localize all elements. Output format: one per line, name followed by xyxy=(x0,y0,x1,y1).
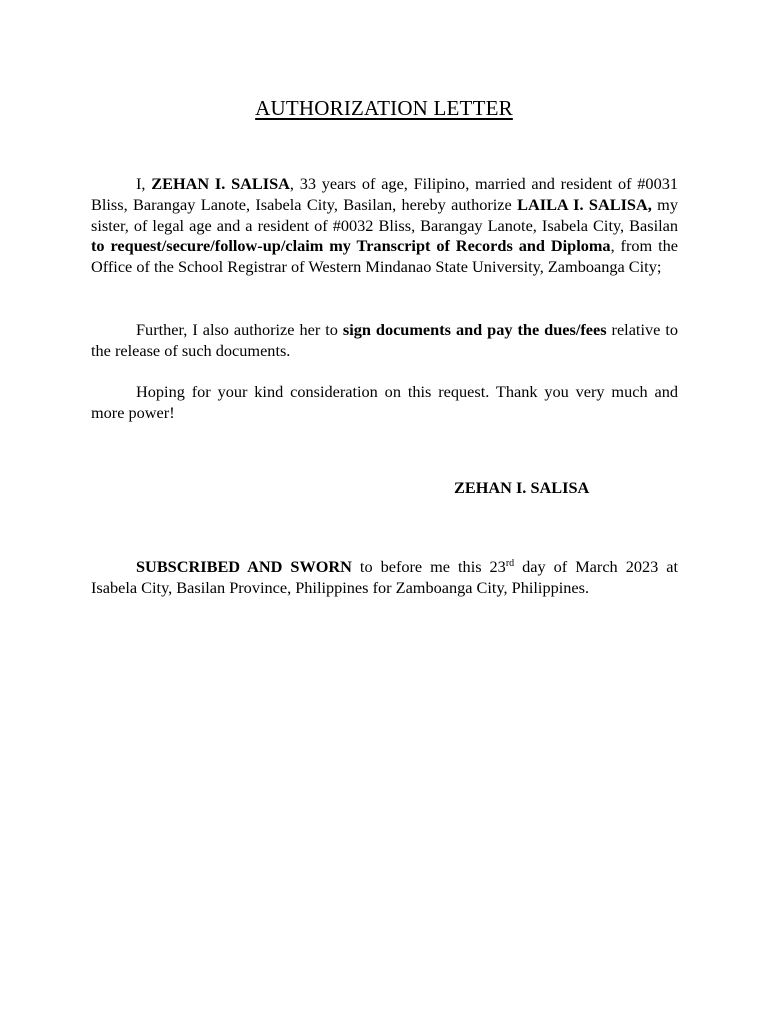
text-run: day of March 2023 at Isabela City, Basilan Province, Philippines for Zamboanga City, Philippines. xyxy=(91,557,678,597)
further-authorization-paragraph xyxy=(91,320,678,362)
authorized-purpose: to request/secure/follow-up/claim my Transcript of Records and Diploma xyxy=(91,236,611,256)
text-run: to before me this 23 xyxy=(351,557,506,576)
text-run: I, xyxy=(136,174,152,193)
signature-name: ZEHAN I. SALISA xyxy=(454,478,590,497)
text-run: my sister, of legal age and a resident of #0032 Bliss, Barangay Lanote, Isabela City, Basilan xyxy=(91,194,678,235)
text-run: Further, I also authorize her to xyxy=(136,320,343,339)
letter-title: AUTHORIZATION LETTER xyxy=(255,96,513,120)
text-run: , 33 years of age, Filipino, married and resident of #0031 Bliss, Barangay Lanote, Isabela City, Basilan, hereby authorize xyxy=(91,174,678,214)
text-run: relative to the release of such documents. xyxy=(91,320,678,360)
authorized-actions: sign documents and pay the dues/fees xyxy=(342,320,607,339)
closing-paragraph xyxy=(91,382,678,424)
text-run: Hoping for your kind consideration on this request. Thank you very much and more power! xyxy=(91,382,678,422)
authorization-paragraph xyxy=(91,174,678,278)
authorizer-name: ZEHAN I. SALISA xyxy=(151,174,290,193)
text-run: , from the Office of the School Registrar of Western Mindanao State University, Zamboanga City; xyxy=(91,236,678,277)
authorized-person-name: LAILA I. SALISA, xyxy=(517,194,652,214)
subscribed-sworn-label: SUBSCRIBED AND SWORN xyxy=(136,557,352,576)
ordinal-suffix: rd xyxy=(505,558,515,569)
notarial-paragraph xyxy=(91,557,678,599)
